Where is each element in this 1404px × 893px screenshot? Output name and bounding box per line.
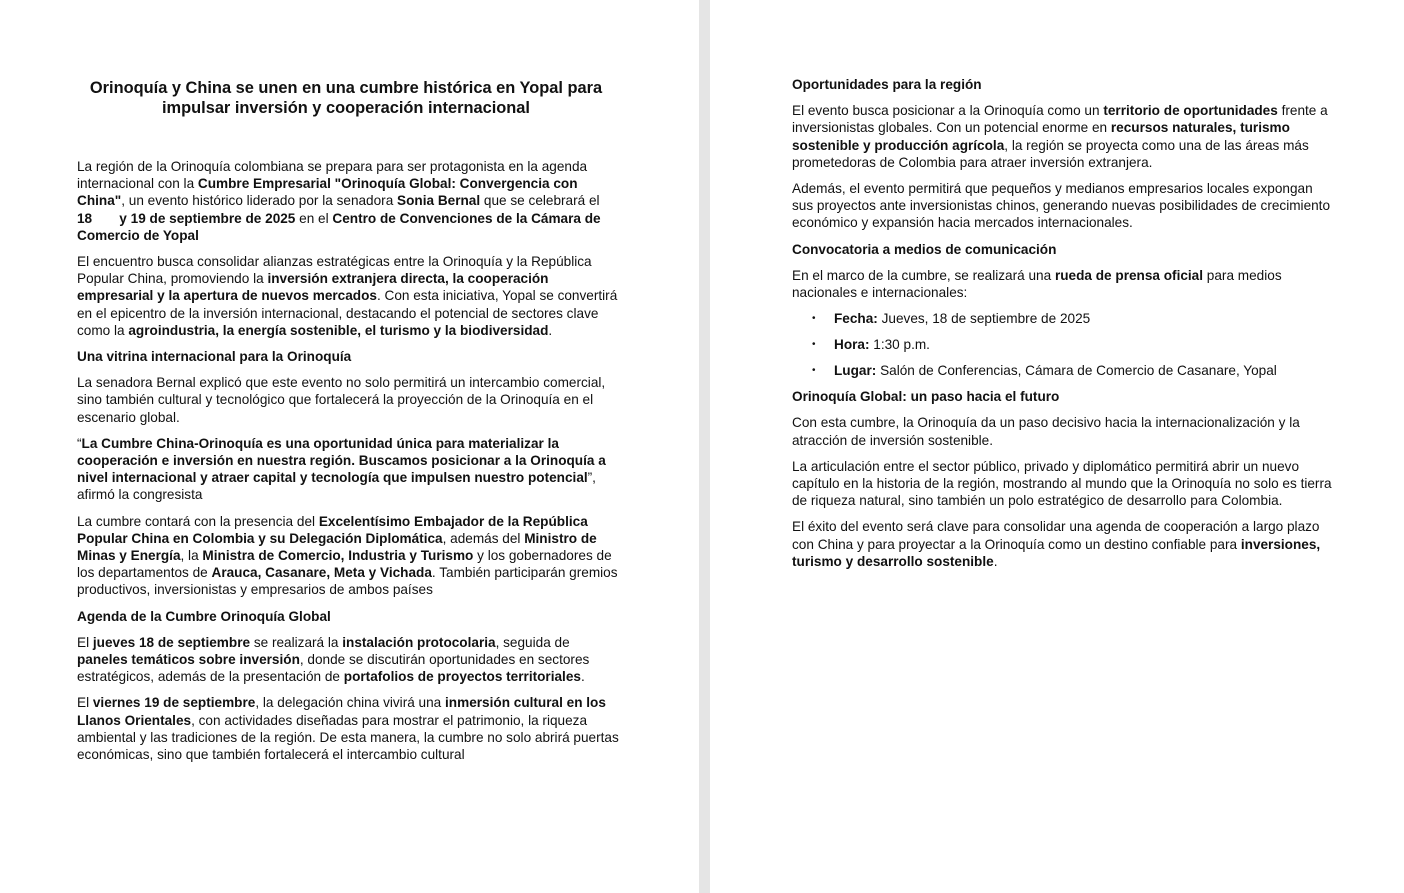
- text-run: ”, afirmó la congresista: [77, 470, 596, 503]
- page-1-content: [77, 78, 622, 772]
- text-run: que se celebrará el: [480, 193, 600, 209]
- bold-text: 18 y 19 de septiembre de 2025: [77, 210, 296, 226]
- paragraph: [77, 253, 622, 339]
- text-run: El: [77, 695, 93, 711]
- paragraph: [77, 158, 622, 244]
- text-run: La cumbre contará con la presencia del: [77, 513, 319, 529]
- bold-text: agroindustria, la energía sostenible, el turismo y la biodiversidad: [128, 322, 549, 338]
- text-run: , la delegación china vivirá una: [255, 695, 446, 711]
- text-run: En el marco de la cumbre, se realizará una: [792, 267, 1055, 283]
- bold-text: inversión extranjera directa, la cooperación empresarial y la apertura de nuevos mercados: [77, 271, 549, 304]
- section-heading: Orinoquía Global: un paso hacia el futuro: [792, 389, 1060, 405]
- bold-text: Arauca, Casanare, Meta y Vichada: [211, 565, 432, 581]
- text-run: El encuentro busca consolidar alianzas estratégicas entre la Orinoquía y la República Popular China, promoviendo la: [77, 254, 592, 287]
- bullet-label: Lugar:: [834, 363, 877, 379]
- bold-text: inmersión cultural en los Llanos Orientales: [77, 695, 606, 728]
- section-heading: Convocatoria a medios de comunicación: [792, 241, 1057, 257]
- paragraph: [77, 694, 622, 763]
- text-run: , la: [180, 548, 203, 564]
- bullet-list: [792, 310, 1337, 379]
- bullet-label: Fecha:: [834, 311, 878, 327]
- bullet-value: 1:30 p.m.: [869, 337, 930, 353]
- bold-text: jueves 18 de septiembre: [92, 634, 251, 650]
- bullet-value: Salón de Conferencias, Cámara de Comercio de Casanare, Yopal: [876, 363, 1277, 379]
- paragraph: [792, 518, 1337, 570]
- text-run: , además del: [442, 530, 525, 546]
- text-run: se realizará la: [250, 634, 343, 650]
- paragraph: [77, 374, 622, 426]
- paragraph: [792, 267, 1337, 301]
- bold-text: Cumbre Empresarial "Orinoquía Global: Convergencia con China": [77, 176, 578, 209]
- text-run: , un evento histórico liderado por la senadora: [121, 193, 398, 209]
- paragraph: [792, 414, 1337, 448]
- bold-text: Sonia Bernal: [397, 193, 481, 209]
- paragraph: [77, 634, 622, 686]
- paragraph: [792, 180, 1337, 232]
- bold-text: portafolios de proyectos territoriales: [343, 669, 581, 685]
- bold-text: rueda de prensa oficial: [1054, 267, 1204, 283]
- text-run: .: [548, 322, 553, 338]
- bold-text: Ministra de Comercio, Industria y Turismo: [202, 548, 474, 564]
- text-run: El evento busca posicionar a la Orinoquía como un: [792, 103, 1104, 119]
- bullet-icon: •: [812, 339, 816, 351]
- text-run: La región de la Orinoquía colombiana se prepara para ser protagonista en la agenda internacional con la: [77, 159, 588, 192]
- document-page-1: [0, 0, 699, 893]
- document-page-2: [710, 0, 1404, 893]
- text-run: en el: [295, 210, 333, 226]
- bullet-item: [792, 336, 1337, 353]
- bold-text: Excelentísimo Embajador de la República Popular China en Colombia y su Delegación Diplomática: [77, 513, 588, 546]
- page-1-body: [77, 158, 622, 763]
- bullet-icon: •: [812, 313, 816, 325]
- bullet-label: Hora:: [834, 337, 870, 353]
- bold-text: viernes 19 de septiembre: [92, 695, 256, 711]
- text-run: El éxito del evento será clave para consolidar una agenda de cooperación a largo plazo con China y para proyectar a la Orinoquía como un destino confiable para: [792, 519, 1320, 552]
- paragraph: [792, 458, 1337, 510]
- section-heading: Una vitrina internacional para la Orinoquía: [77, 349, 352, 365]
- bold-text: recursos naturales, turismo sostenible y producción agrícola: [792, 120, 1290, 153]
- paragraph: [77, 513, 622, 599]
- text-run: .: [993, 553, 998, 569]
- text-run: para medios nacionales e internacionales:: [792, 267, 1282, 301]
- bullet-item: [792, 362, 1337, 379]
- bullet-value: Jueves, 18 de septiembre de 2025: [877, 311, 1091, 327]
- text-run: La senadora Bernal explicó que este evento no solo permitirá un intercambio comercial, sino también cultural y tecnológico que fortalecerá la proyección de la Orinoquía en el escenario global.: [77, 375, 606, 425]
- text-run: y los gobernadores de los departamentos de: [77, 548, 612, 581]
- bullet-item: [792, 310, 1337, 327]
- text-run: , con actividades diseñadas para mostrar el patrimonio, la riqueza ambiental y las tradiciones de la región. De esta manera, la cumbre no solo abrirá puertas económicas, sino que también fortalecerá el intercambio cultural: [77, 712, 619, 763]
- paragraph: [792, 102, 1337, 171]
- text-run: , seguida de: [495, 634, 570, 650]
- bullet-icon: •: [812, 365, 816, 377]
- text-run: Con esta cumbre, la Orinoquía da un paso decisivo hacia la internacionalización y la atracción de inversión sostenible.: [792, 415, 1300, 448]
- page-2-body: [792, 76, 1337, 570]
- bold-text: inversiones, turismo y desarrollo sostenible: [792, 536, 1321, 569]
- text-run: “: [77, 435, 82, 451]
- page-2-content: [792, 76, 1337, 579]
- section-heading: Agenda de la Cumbre Orinoquía Global: [77, 608, 331, 624]
- text-run: .: [580, 669, 585, 685]
- section-heading: Oportunidades para la región: [792, 77, 982, 92]
- bold-text: Ministro de Minas y Energía: [77, 530, 597, 564]
- text-run: , la región se proyecta como una de las áreas más prometedoras de Colombia para atraer inversión extranjera.: [792, 137, 1309, 170]
- document-title: Orinoquía y China se unen en una cumbre histórica en Yopal para impulsar inversión y cooperación internacional: [89, 79, 603, 117]
- page-gutter: [699, 0, 710, 893]
- text-run: La articulación entre el sector público, privado y diplomático permitirá abrir un nuevo capítulo en la historia de la región, mostrando al mundo que la Orinoquía no solo es tierra de riqueza natural, sino también un polo estratégico de desarrollo para Colombia.: [792, 458, 1332, 509]
- bold-text: territorio de oportunidades: [1103, 103, 1278, 119]
- text-run: . También participarán gremios productivos, inversionistas y empresarios de ambos países: [77, 565, 618, 598]
- text-run: El: [77, 634, 93, 650]
- bold-text: instalación protocolaria: [342, 634, 496, 650]
- paragraph: [77, 435, 622, 504]
- bold-text: Centro de Convenciones de la Cámara de Comercio de Yopal: [77, 210, 601, 243]
- text-run: frente a inversionistas globales. Con un potencial enorme en: [792, 103, 1328, 136]
- text-run: Además, el evento permitirá que pequeños y medianos empresarios locales expongan sus proyectos ante inversionistas chinos, generando nuevas posibilidades de crecimiento económico y expansión hacia mercados internacionales.: [792, 181, 1331, 231]
- bold-text: paneles temáticos sobre inversión: [77, 652, 300, 668]
- bold-text: La Cumbre China-Orinoquía es una oportunidad única para materializar la cooperación e inversión en nuestra región. Buscamos posicionar a la Orinoquía a nivel internacional y atraer capital y tecnología que impulsen nuestro potencial: [77, 435, 606, 486]
- text-run: , donde se discutirán oportunidades en sectores estratégicos, además de la presentación de: [77, 652, 590, 685]
- text-run: . Con esta iniciativa, Yopal se convertirá en el epicentro de la inversión internacional, destacando el potencial de sectores clave como la: [77, 288, 618, 338]
